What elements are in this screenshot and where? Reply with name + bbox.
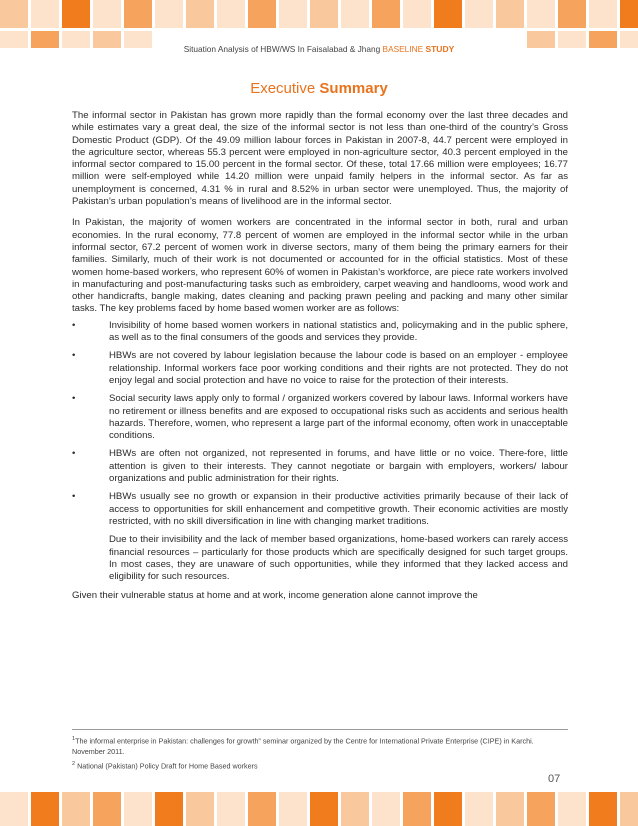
- list-item: [72, 350, 568, 387]
- footnote: [72, 759, 568, 771]
- running-head-text: Situation Analysis of HBW/WS In Faisalabad & Jhang: [183, 44, 381, 54]
- list-item: [72, 491, 568, 528]
- paragraph-women-workers: In Pakistan, the majority of women workers are concentrated in the informal sector in both, rural and urban economies. In the rural economy, 77.8 percent of women are employed in the informal sector while in the urban informal sector, 67.2 percent of women work in diverse sectors, many of them being the primary earners for their families. Similarly, much of their work is not documented or accounted for in the official statistics. Most of these women home-based workers, who represent 60% of women in Pakistan’s workforce, are piece rate workers involved in manufacturing and post-manufacturing tasks such as embroidery, carpet weaving and handlooms, wood work and other handicrafts, bangle making, dates cleaning and packing prawn peeling and packing and many other similar tasks. The key problems faced by home based women worker are as follows:: [72, 217, 568, 315]
- list-item-text: Invisibility of home based women workers in national statistics and, policymaking and in the public sphere, as well as to the final consumers of the goods and services they provide.: [109, 319, 568, 344]
- bullet-symbol: •: [72, 350, 76, 362]
- paragraph-informal-sector: The informal sector in Pakistan has grown more rapidly than the formal economy over the last three decades and while estimates vary a great deal, the size of the informal sector is not less than one-third of the country’s Gross Domestic Product (GDP). Of the 49.09 million labour forces in Pakistan in 2007-8, 44.7 percent were employed in the agriculture sector, whereas 55.3 percent were employed in non-agriculture sector, 40.3 percent employed in the informal sector compared to 15.00 percent in the formal sector. Of these, total 17.66 million were employees; 16.77 million were self-employed while 14.20 million were unpaid family helpers in the informal sector. As far as unemployment is concerned, 4.31 % in rural and 8.52% in urban sector were unemployed. Thus, the majority of Pakistan’s urban population’s means of livelihood are in the informal sector.: [72, 110, 568, 208]
- footnote-divider: [72, 729, 568, 730]
- bullet-symbol: •: [72, 491, 76, 503]
- list-item: [72, 448, 568, 485]
- list-item-text: HBWs usually see no growth or expansion in their productive activities primarily because of their lack of access to opportunities for skill enhancement and competitive growth. Their economic activities are mostly restricted, with no skill diversification in line with changing market traditions.: [109, 491, 568, 527]
- body-content: [72, 110, 568, 612]
- bottom-decorative-band: [0, 792, 638, 826]
- bullet-symbol: •: [72, 448, 76, 460]
- page-number: 07: [548, 773, 561, 785]
- list-item-text: Social security laws apply only to formal / organized workers covered by labour laws. Informal workers have no retirement or illness benefits and are exposed to occupational risks such as accidents and serious health hazards. Therefore, women, who represent a large part of the informal economy, often work in unacceptable conditions.: [109, 393, 568, 442]
- list-item: [72, 393, 568, 442]
- page-title-bold: Summary: [319, 80, 388, 97]
- paragraph-financial-access: Due to their invisibility and the lack of member based organizations, home-based workers can rarely access financial resources – particularly for those products which are specifically designed for such target groups. In most cases, they are unaware of such opportunities, while they informed that they lacked access and eligibility for such resources.: [109, 534, 568, 583]
- bullet-symbol: •: [72, 393, 76, 405]
- running-head-accent: BASELINE: [382, 44, 424, 54]
- footnotes: [72, 734, 568, 774]
- bullet-symbol: •: [72, 319, 76, 331]
- list-item-text: HBWs are not covered by labour legislation because the labour code is based on an employer - employee relationship. Informal workers face poor working conditions and their rights are not protected. They do not enjoy legal and social protection and have no voice to raise for the protection of their interests.: [109, 350, 568, 386]
- footnote-text: The informal enterprise in Pakistan: challenges for growth” seminar organized by the Centre for International Private Enterprise (CIPE) in Karchi. November 2011.: [72, 736, 534, 757]
- footnote-mark: 2: [72, 761, 76, 768]
- list-item: [72, 320, 568, 345]
- running-head-accent-bold: STUDY: [425, 44, 455, 54]
- problems-list: [72, 320, 568, 528]
- page-title: [0, 80, 638, 97]
- footnote-text: National (Pakistan) Policy Draft for Home Based workers: [77, 761, 258, 771]
- footnote-mark: 1: [72, 736, 76, 742]
- list-item-text: HBWs are often not organized, not represented in forums, and have little or no voice. There-fore, little attention is given to their interests. They cannot negotiate or bargain with employers, workers/ labour organizations and public administration for their rights.: [109, 448, 568, 485]
- page-title-light: Executive: [250, 80, 316, 97]
- paragraph-closing: Given their vulnerable status at home and at work, income generation alone cannot improve the: [72, 590, 478, 602]
- top-decorative-band: [0, 0, 638, 48]
- footnote: [72, 734, 568, 757]
- running-head: [0, 44, 638, 54]
